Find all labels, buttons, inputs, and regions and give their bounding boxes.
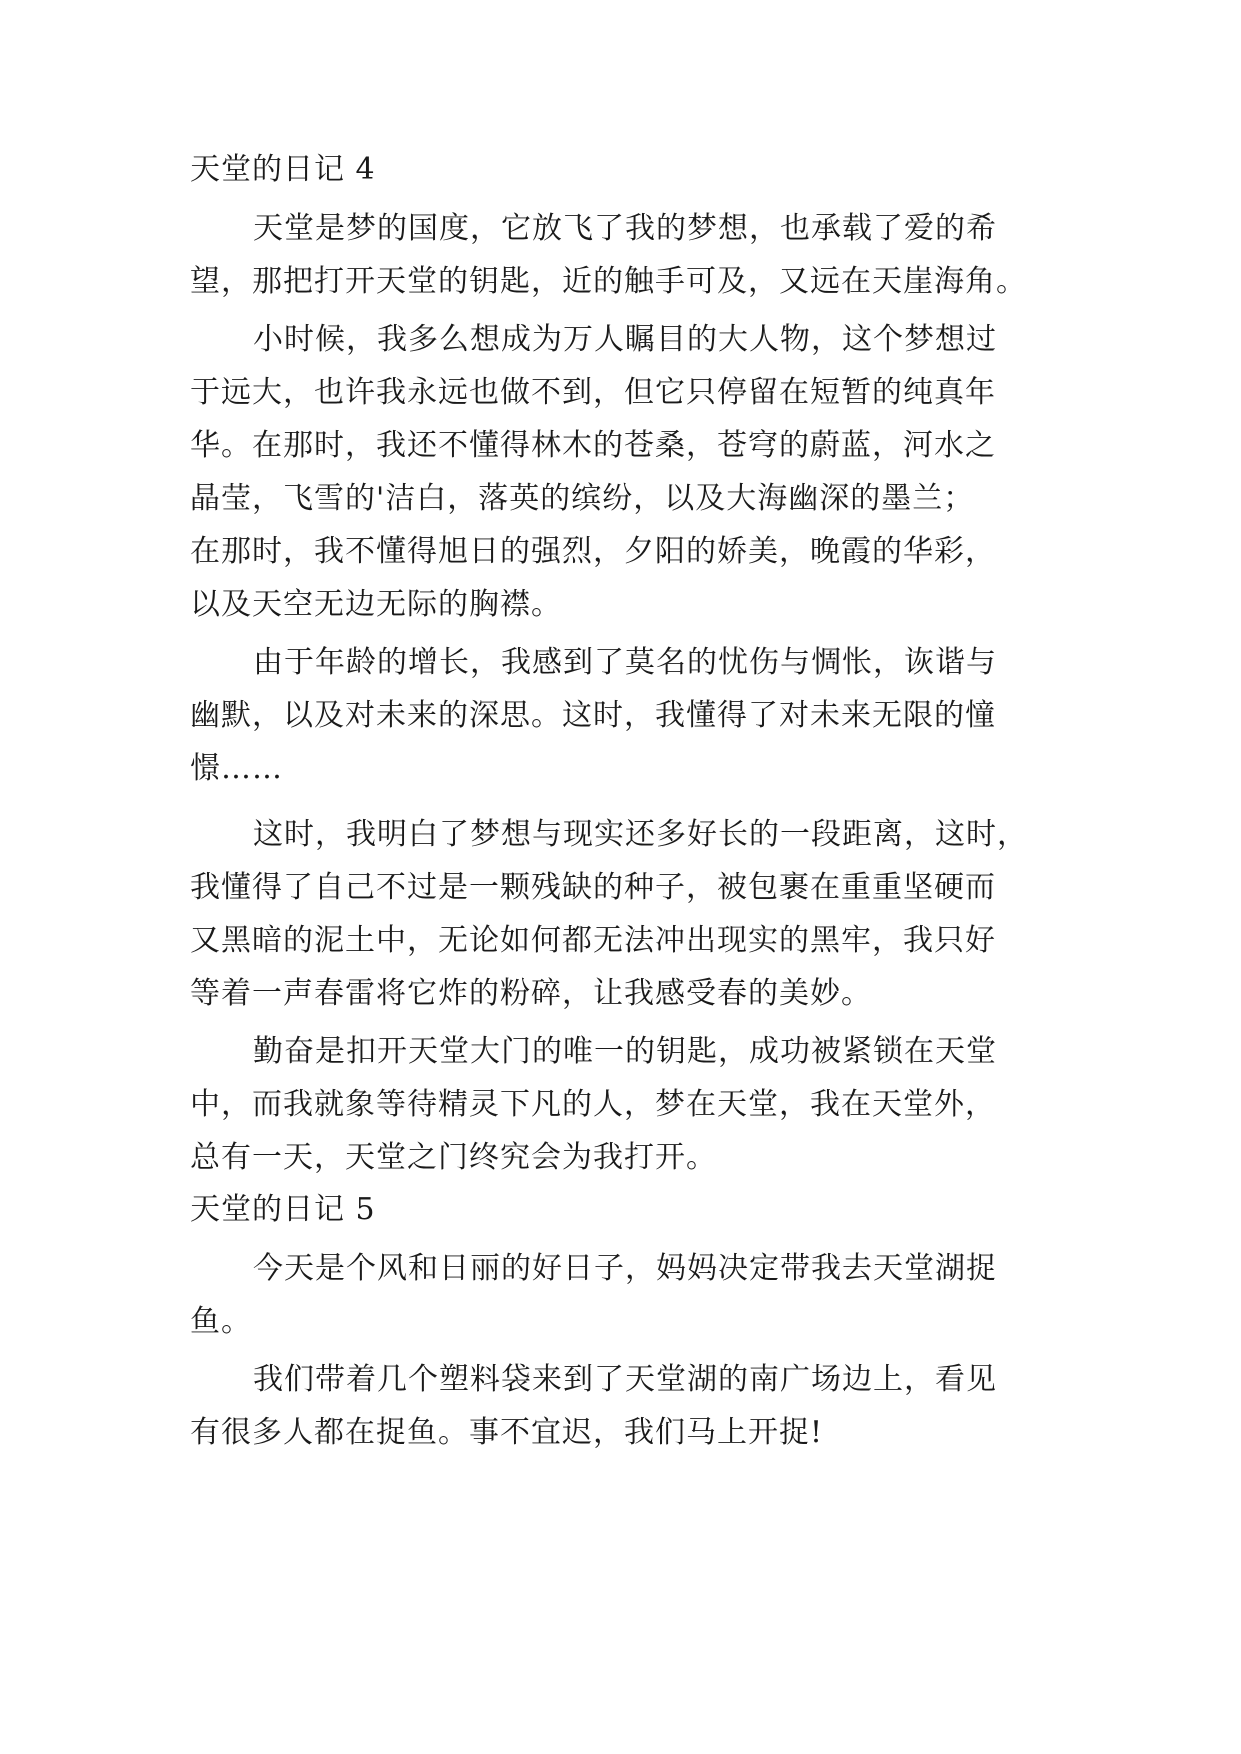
paragraph-line: 在那时，我不懂得旭日的强烈，夕阳的娇美，晚霞的华彩， [190,534,996,569]
paragraph-line: 中，而我就象等待精灵下凡的人，梦在天堂，我在天堂外， [190,1087,996,1122]
paragraph-line: 勤奋是扣开天堂大门的唯一的钥匙，成功被紧锁在天堂 [253,1034,997,1069]
paragraph-line: 鱼。 [190,1304,252,1339]
paragraph-line: 华。在那时，我还不懂得林木的苍桑，苍穹的蔚蓝，河水之 [190,428,996,463]
paragraph-line: 由于年龄的增长，我感到了莫名的忧伤与惆怅，诙谐与 [253,645,997,680]
paragraph-line: 我懂得了自己不过是一颗残缺的种子，被包裹在重重坚硬而 [190,870,996,905]
section-heading: 天堂的日记 4 [190,152,376,187]
paragraph-line: 以及天空无边无际的胸襟。 [190,587,562,622]
paragraph-line: 等着一声春雷将它炸的粉碎，让我感受春的美妙。 [190,976,872,1011]
paragraph-line: 于远大，也许我永远也做不到，但它只停留在短暂的纯真年 [190,375,996,410]
paragraph-line: 望，那把打开天堂的钥匙，近的触手可及，又远在天崖海角。 [190,264,1027,299]
paragraph-line: 晶莹，飞雪的'洁白，落英的缤纷，以及大海幽深的墨兰； [190,481,975,516]
paragraph-line: 幽默，以及对未来的深思。这时，我懂得了对未来无限的憧 [190,698,996,733]
paragraph-line: 这时，我明白了梦想与现实还多好长的一段距离，这时， [253,817,1028,852]
paragraph-line: 又黑暗的泥土中，无论如何都无法冲出现实的黑牢，我只好 [190,923,996,958]
paragraph-line: 憬…… [190,751,283,786]
paragraph-line: 总有一天，天堂之门终究会为我打开。 [190,1140,717,1175]
paragraph-line: 我们带着几个塑料袋来到了天堂湖的南广场边上，看见 [253,1362,997,1397]
paragraph-line: 天堂是梦的国度，它放飞了我的梦想，也承载了爱的希 [253,211,997,246]
paragraph-line: 小时候，我多么想成为万人瞩目的大人物，这个梦想过 [253,322,997,357]
paragraph-line: 今天是个风和日丽的好日子，妈妈决定带我去天堂湖捉 [253,1251,997,1286]
paragraph-line: 有很多人都在捉鱼。事不宜迟，我们马上开捉! [190,1415,824,1450]
section-heading: 天堂的日记 5 [190,1192,376,1227]
